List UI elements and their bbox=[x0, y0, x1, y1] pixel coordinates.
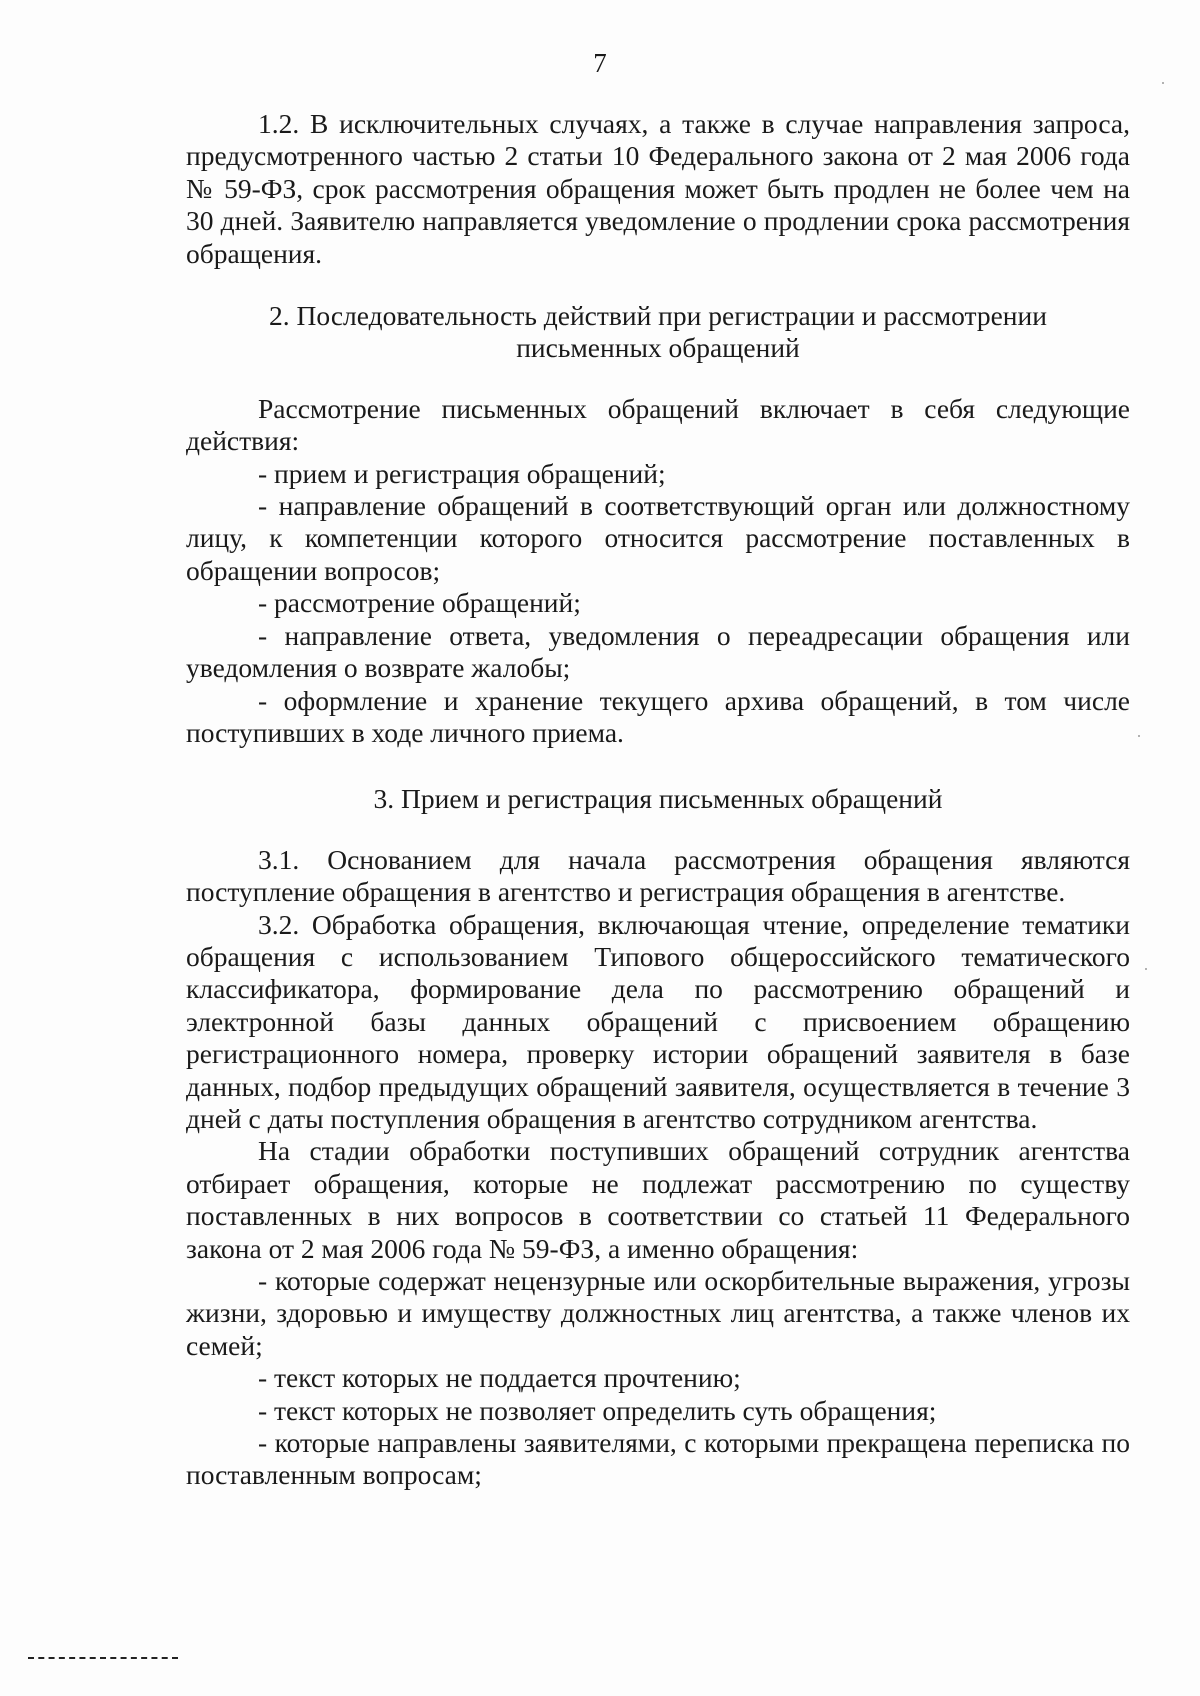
list-item: - которые содержат нецензурные или оскорбительные выражения, угрозы жизни, здоровью и имуществу должностных лиц агентства, а также членов их семей; bbox=[186, 1265, 1130, 1361]
scan-speck bbox=[1145, 968, 1147, 970]
list-item: - оформление и хранение текущего архива обращений, в том числе поступивших в ходе личного приема. bbox=[186, 684, 1130, 748]
spacer bbox=[186, 816, 1130, 844]
scan-artifact-line bbox=[28, 1657, 178, 1659]
document-body bbox=[186, 108, 1130, 1492]
section-3-heading: 3. Прием и регистрация письменных обращений bbox=[373, 783, 943, 815]
list-item: - рассмотрение обращений; bbox=[258, 587, 581, 619]
scan-speck bbox=[1162, 82, 1164, 84]
paragraph-3-1: 3.1. Основанием для начала рассмотрения обращения являются поступление обращения в агентство и регистрация обращения в агентстве. bbox=[186, 843, 1130, 908]
list-item: - текст которых не поддается прочтению; bbox=[258, 1362, 741, 1394]
paragraph-stage: На стадии обработки поступивших обращений сотрудник агентства отбирает обращения, которые не подлежат рассмотрению по существу поставленных в них вопросов в соответствии со статьей 11 Федерального закона от 2 мая 2006 года № 59-ФЗ, а именно обращения: bbox=[186, 1135, 1130, 1264]
list-item: - текст которых не позволяет определить суть обращения; bbox=[258, 1394, 937, 1426]
spacer bbox=[186, 749, 1130, 783]
scan-speck bbox=[1138, 735, 1140, 737]
list-item: - которые направлены заявителями, с которыми прекращена переписка по поставленным вопросам; bbox=[186, 1427, 1130, 1491]
section-2-heading-line-2: письменных обращений bbox=[516, 332, 800, 364]
page-number: 7 bbox=[593, 48, 607, 78]
list-item: - направление обращений в соответствующий орган или должностному лицу, к компетенции которого относится рассмотрение поставленных в обращении вопросов; bbox=[186, 490, 1130, 586]
paragraph-3-2: 3.2. Обработка обращения, включающая чтение, определение тематики обращения с использованием Типового общероссийского тематического классификатора, формирование дела по рассмотрению обращений и электронной базы данных обращений с присвоением обращению регистрационного номера, проверку истории обращений заявителя в базе данных, подбор предыдущих обращений заявителя, осуществляется в течение 3 дней с даты поступления обращения в агентство сотрудником агентства. bbox=[186, 908, 1130, 1134]
spacer bbox=[186, 270, 1130, 300]
list-item: - прием и регистрация обращений; bbox=[258, 457, 666, 489]
section-2-intro: Рассмотрение письменных обращений включает в себя следующие действия: bbox=[186, 392, 1130, 457]
spacer bbox=[186, 365, 1130, 393]
section-2-heading-line-1: 2. Последовательность действий при регистрации и рассмотрении bbox=[269, 300, 1047, 332]
list-item: - направление ответа, уведомления о переадресации обращения или уведомления о возврате жалобы; bbox=[186, 619, 1130, 684]
paragraph-1-2: 1.2. В исключительных случаях, а также в случае направления запроса, предусмотренного частью 2 статьи 10 Федерального закона от 2 мая 2006 года № 59-ФЗ, срок рассмотрения обращения может быть продлен не более чем на 30 дней. Заявителю направляется уведомление о продлении срока рассмотрения обращения. bbox=[186, 108, 1130, 269]
